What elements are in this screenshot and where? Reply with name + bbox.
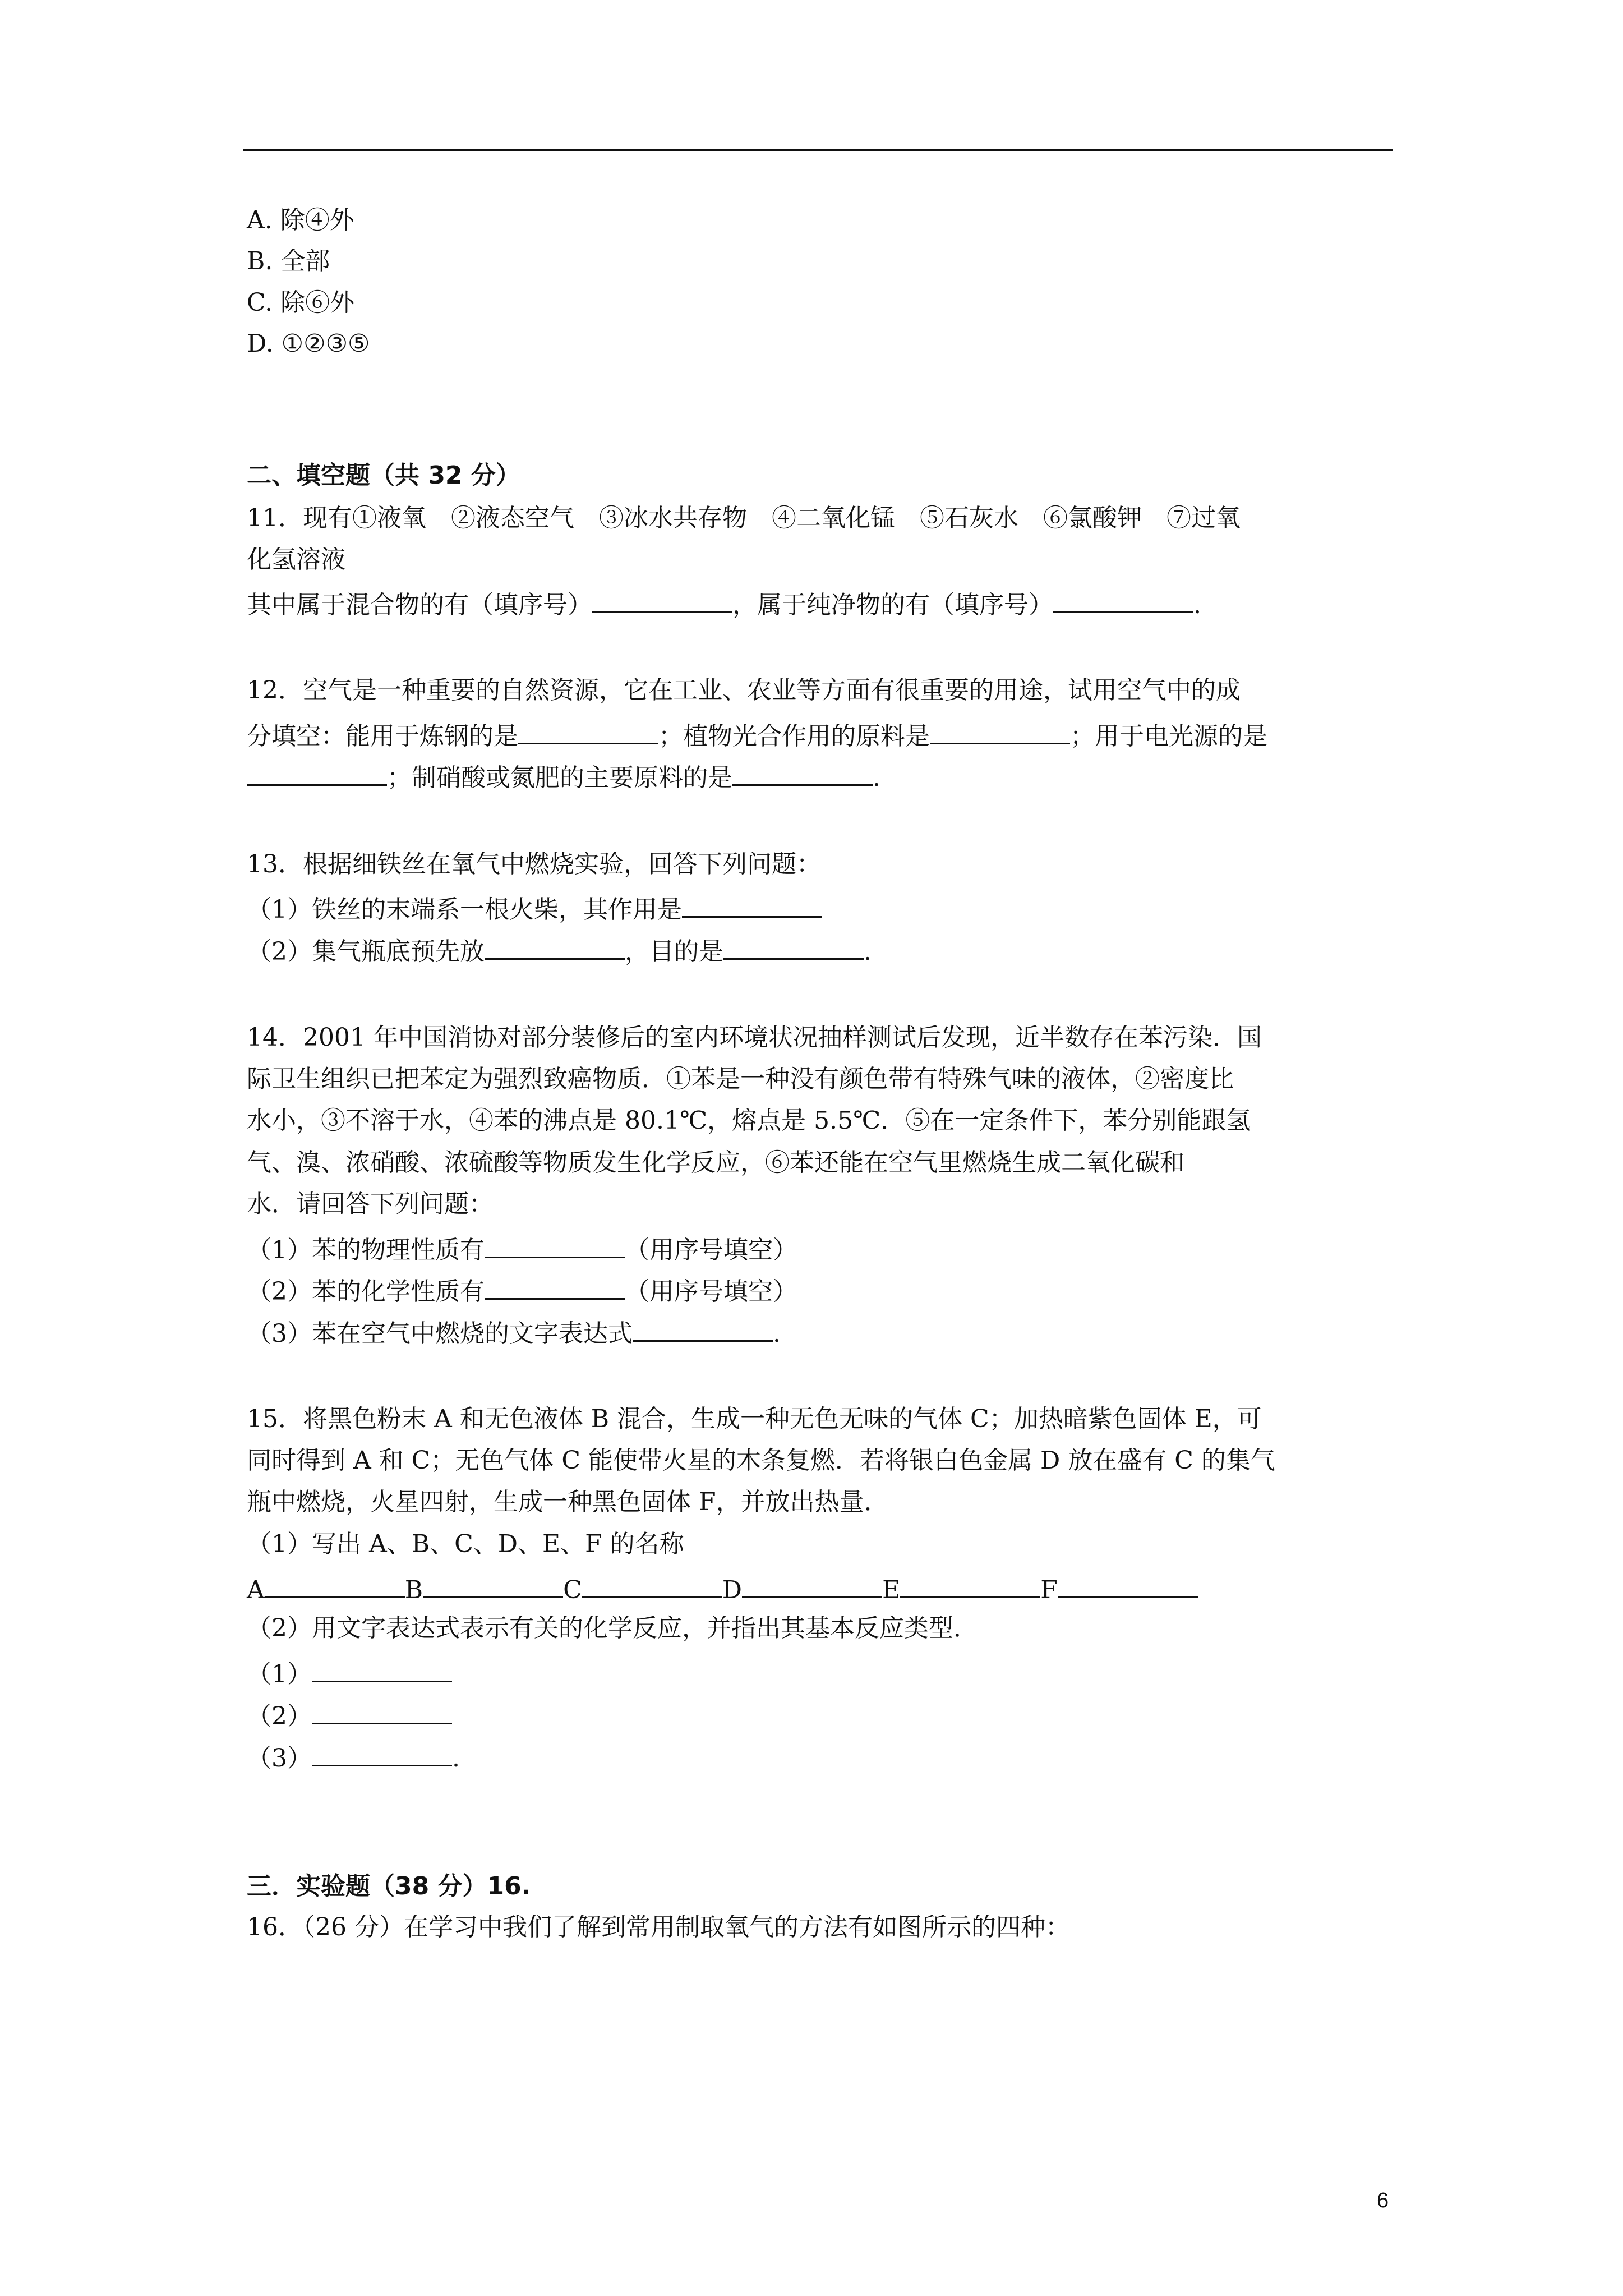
page-number: 6 [1377,2189,1389,2212]
answer-blank[interactable] [732,758,873,786]
answer-blank[interactable] [1058,1571,1198,1598]
answer-blank[interactable] [485,1231,625,1258]
answer-blank[interactable] [930,717,1070,744]
q13-text-a: （1）铁丝的末端系一根火柴，其作用是 [247,895,682,924]
q15-r3-label: （3） [247,1744,312,1773]
answer-blank[interactable] [312,1697,452,1724]
q13-text-b: （2）集气瓶底预先放 [247,937,485,966]
header-rule [243,149,1393,151]
q11-text-b: ，属于纯净物的有（填序号） [732,591,1053,619]
q14-sub2-text: （2）苯的化学性质有 [247,1277,485,1306]
answer-blank[interactable] [485,932,625,960]
answer-blank[interactable] [247,758,387,786]
answer-blank[interactable] [633,1314,773,1342]
q15-line6: （2）用文字表达式表示有关的化学反应，并指出其基本反应类型． [247,1614,978,1642]
q15-line3: 瓶中燃烧，火星四射，生成一种黑色固体 F，并放出热量． [247,1488,889,1516]
q12-text-e: . [873,763,880,792]
q15-r1 [247,1655,452,1690]
answer-blank[interactable] [900,1571,1040,1598]
q13-line1: 13．根据细铁丝在氧气中燃烧实验，回答下列问题： [247,850,821,878]
q14-sub1-text: （1）苯的物理性质有 [247,1236,485,1264]
choice-d: D. ①②③⑤ [247,329,370,358]
answer-blank[interactable] [518,717,658,744]
q14-sub1-hint: （用序号填空） [625,1236,797,1264]
label-f: F [1040,1576,1058,1604]
q15-r3-end: . [452,1744,460,1773]
q15-r2 [247,1697,452,1732]
q14-sub3-text: （3）苯在空气中燃烧的文字表达式 [247,1319,633,1348]
label-c: C [563,1576,582,1604]
q11-text-a: 其中属于混合物的有（填序号） [247,591,592,619]
q14-line4: 气、溴、浓硝酸、浓硫酸等物质发生化学反应，⑥苯还能在空气里燃烧生成二氧化碳和 [247,1148,1184,1177]
label-d: D [722,1576,743,1604]
q14-line2: 际卫生组织已把苯定为强烈致癌物质．①苯是一种没有颜色带有特殊气味的液体，②密度比 [247,1065,1234,1093]
answer-blank[interactable] [592,586,732,613]
q12-text-d: ；制硝酸或氮肥的主要原料的是 [387,763,732,792]
answer-blank[interactable] [723,932,864,960]
q12-line3 [247,758,880,794]
q15-r1-label: （1） [247,1660,312,1688]
choice-b: B. 全部 [247,247,330,275]
answer-blank[interactable] [682,890,822,918]
q16-line1: 16．（26 分）在学习中我们了解到常用制取氧气的方法有如图所示的四种： [247,1913,1070,1941]
section-2-title: 二、填空题（共 32 分） [247,461,520,490]
q15-line4: （1）写出 A、B、C、D、E、F 的名称 [247,1530,684,1558]
q12-text-b: ；植物光合作用的原料是 [658,722,930,751]
q12-line2 [247,717,1267,752]
label-e: E [882,1576,901,1604]
q12-text-c: ；用于电光源的是 [1070,722,1267,751]
q15-r3 [247,1739,460,1774]
answer-blank[interactable] [265,1571,405,1598]
q14-sub3-end: . [773,1319,781,1348]
q11-line2: 化氢溶液 [247,545,345,574]
q14-sub2-hint: （用序号填空） [625,1277,797,1306]
q11-line1: 11．现有①液氧 ②液态空气 ③冰水共存物 ④二氧化锰 ⑤石灰水 ⑥氯酸钾 ⑦过氧 [247,504,1241,532]
answer-blank[interactable] [742,1571,882,1598]
section-3-title: 三．实验题（38 分）16. [247,1872,531,1901]
q15-r2-label: （2） [247,1702,312,1731]
q14-sub2 [247,1272,797,1308]
q15-line1: 15．将黑色粉末 A 和无色液体 B 混合，生成一种无色无味的气体 C；加热暗紫色固体 E，可 [247,1405,1262,1433]
answer-blank[interactable] [582,1571,722,1598]
label-b: B [404,1576,423,1604]
q14-line1: 14．2001 年中国消协对部分装修后的室内环境状况抽样测试后发现，近半数存在苯污染．国 [247,1023,1262,1052]
q11-text-c: . [1193,591,1201,619]
q14-line3: 水小，③不溶于水，④苯的沸点是 80.1℃，熔点是 5.5℃．⑤在一定条件下，苯分别能跟氢 [247,1106,1251,1135]
answer-blank[interactable] [423,1571,563,1598]
q15-line2: 同时得到 A 和 C；无色气体 C 能使带火星的木条复燃．若将银白色金属 D 放在盛有 C 的集气 [247,1446,1275,1475]
answer-blank[interactable] [1053,586,1193,613]
q12-text-a: 分填空：能用于炼钢的是 [247,722,518,751]
q14-line5: 水．请回答下列问题： [247,1190,494,1218]
q15-names-row [247,1571,1198,1606]
q12-line1: 12．空气是一种重要的自然资源，它在工业、农业等方面有很重要的用途，试用空气中的成 [247,676,1241,705]
q11-line3 [247,586,1201,621]
answer-blank[interactable] [485,1272,625,1300]
answer-blank[interactable] [312,1655,452,1682]
q13-line2 [247,890,822,926]
q13-text-c: ，目的是 [625,937,723,966]
q14-sub3 [247,1314,781,1350]
choice-a: A. 除④外 [247,206,354,234]
q13-text-d: . [864,937,872,966]
q14-sub1 [247,1231,797,1266]
choice-c: C. 除⑥外 [247,288,355,317]
label-a: A [247,1576,265,1604]
q13-line3 [247,932,872,968]
answer-blank[interactable] [312,1739,452,1766]
